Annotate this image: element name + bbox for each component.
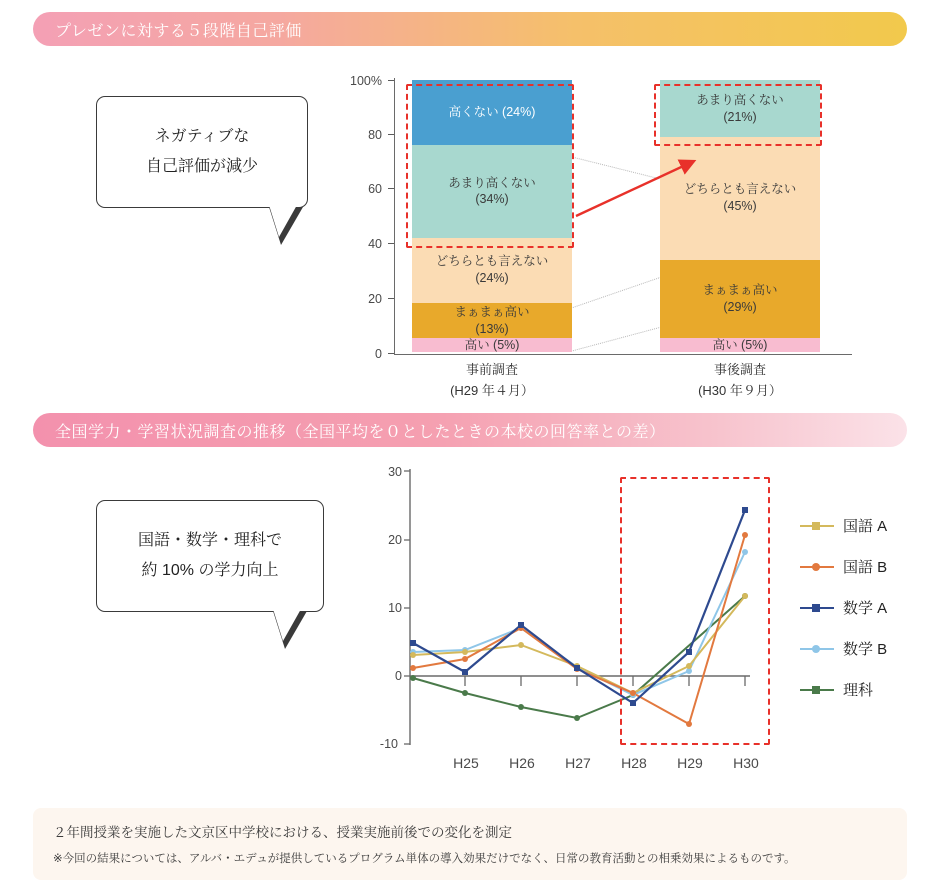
bar-seg-value: (21%) [723, 109, 757, 124]
bar-highlight-box-pre [406, 84, 574, 248]
footer-line1: ２年間授業を実施した文京区中学校における、授業実施前後での変化を測定 [53, 825, 512, 840]
legend-marker-icon [800, 520, 834, 532]
legend-item-sugaku-b [800, 638, 887, 659]
bar-ytick-60: 60 [368, 182, 382, 196]
line-ytick-30: 30 [388, 465, 402, 479]
bar-seg-value: (29%) [723, 299, 757, 314]
bar-category-sublabel: (H30 年９月） [698, 382, 782, 398]
line-highlight-box [620, 477, 770, 745]
line-ytick-neg10: -10 [379, 737, 398, 751]
legend-label: 国語 A [843, 518, 888, 535]
line-xtick-h29: H29 [677, 755, 703, 771]
section1-callout [96, 96, 308, 208]
footer-note [33, 808, 907, 880]
legend-label: 数学 A [843, 600, 888, 617]
line-ytick-10: 10 [388, 601, 402, 615]
bar-seg-label: まぁまぁ高い [702, 283, 778, 298]
red-arrow-icon [570, 154, 710, 224]
bar-category-sublabel: (H29 年４月） [450, 382, 534, 398]
legend-label: 理科 [843, 682, 874, 699]
legend-item-kokugo-a [800, 515, 887, 536]
section2-callout-line1: 国語・数学・理科で [137, 532, 282, 550]
bar-seg-label: 高い (5%) [464, 337, 520, 352]
bar-seg-label: どちらとも言えない [683, 182, 797, 197]
legend-item-sugaku-a [800, 597, 887, 618]
bar-seg-fairly-high-post [660, 260, 820, 339]
section2-callout [96, 500, 324, 612]
line-xtick-h30: H30 [733, 755, 759, 771]
section1-callout-line1: ネガティブな [154, 128, 250, 146]
stacked-bar-chart [330, 68, 910, 398]
bar-seg-fairly-high-pre [412, 303, 572, 338]
legend-item-kokugo-b [800, 556, 887, 577]
bar-seg-value: (45%) [723, 199, 757, 214]
bar-seg-label: 高くない (24%) [448, 105, 536, 120]
legend-marker-icon [800, 561, 834, 573]
legend-marker-icon [800, 684, 834, 696]
callout-tail-fill [269, 205, 297, 237]
line-ytick-20: 20 [388, 533, 402, 547]
line-ytick-0: 0 [395, 669, 402, 683]
legend-item-rika [800, 679, 887, 700]
bar-ytick-40: 40 [368, 237, 382, 251]
legend-marker-icon [800, 643, 834, 655]
legend-label: 数学 B [843, 641, 888, 658]
bar-seg-value: (13%) [475, 321, 509, 336]
bar-category-label: 事後調査 [713, 362, 766, 377]
bar-ytick-100: 100% [350, 74, 382, 88]
section1-callout-line2: 自己評価が減少 [145, 158, 258, 175]
legend-label: 国語 B [843, 559, 888, 576]
bar-seg-high-post [660, 338, 820, 352]
line-xtick-h27: H27 [565, 755, 591, 771]
bar-category-label: 事前調査 [465, 362, 518, 377]
bar-seg-label: 高い (5%) [712, 337, 768, 352]
line-xtick-h26: H26 [509, 755, 535, 771]
footer-line2: ※今回の結果については、アルバ・エデュが提供しているプログラム単体の導入効果だけでなく、日常の教育活動との相乗効果によるものです。 [53, 853, 796, 865]
section1-banner [33, 12, 907, 46]
callout-tail-fill [273, 609, 301, 641]
bar-seg-label: どちらとも言えない [435, 254, 549, 269]
bar-category-pre [392, 360, 592, 402]
line-xtick-h28: H28 [621, 755, 647, 771]
section1-banner-title: プレゼンに対する５段階自己評価 [55, 22, 302, 40]
line-chart-legend [800, 515, 887, 700]
bar-seg-high-pre [412, 338, 572, 352]
bar-seg-value: (34%) [475, 192, 509, 207]
bar-seg-label: あまり高くない [696, 92, 784, 107]
bar-ytick-80: 80 [368, 128, 382, 142]
bar-ytick-0: 0 [375, 347, 382, 361]
bar-seg-label: まぁまぁ高い [454, 304, 530, 319]
bar-seg-label: あまり高くない [448, 175, 536, 190]
section2-banner [33, 413, 907, 447]
bar-ytick-20: 20 [368, 292, 382, 306]
bar-xaxis-line [394, 354, 852, 355]
bar-seg-value: (24%) [475, 271, 509, 286]
line-xtick-h25: H25 [453, 755, 479, 771]
section2-callout-line2: 約 10% の学力向上 [141, 562, 279, 579]
bar-highlight-box-post [654, 84, 822, 146]
bar-category-post [640, 360, 840, 402]
legend-marker-icon [800, 602, 834, 614]
section2-banner-title: 全国学力・学習状況調査の推移（全国平均を０としたときの本校の回答率との差） [55, 423, 666, 441]
